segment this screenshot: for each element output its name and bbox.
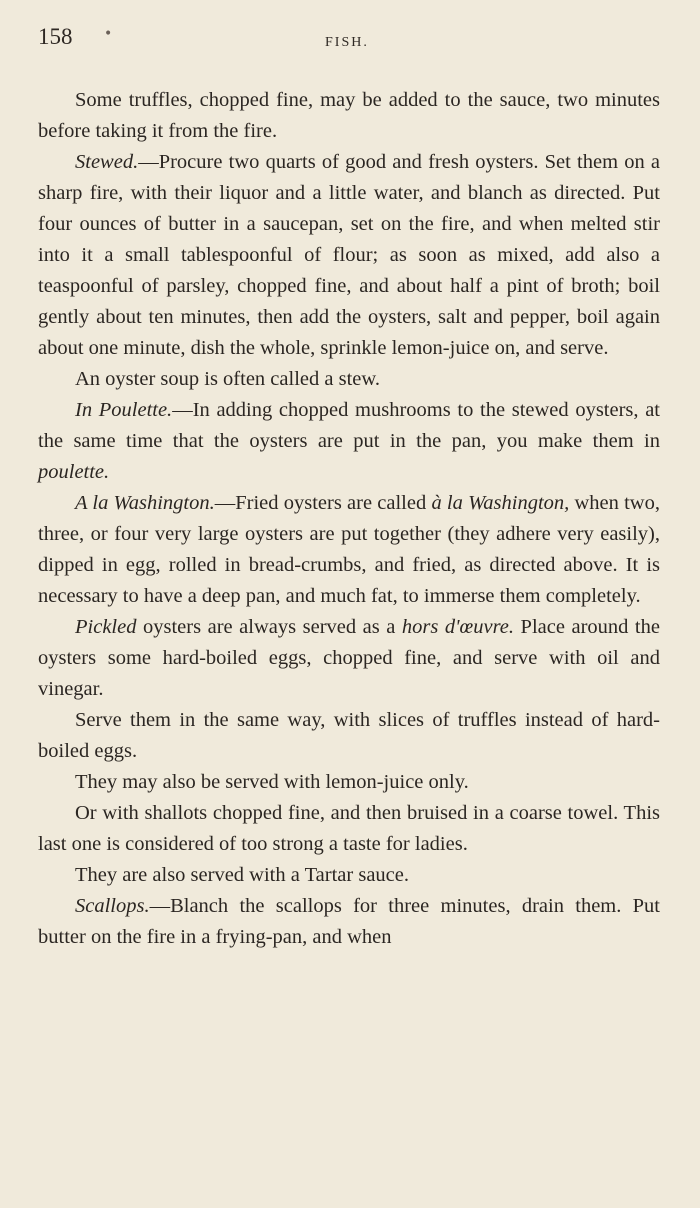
paragraph bbox=[38, 767, 660, 798]
paragraph-text: Serve them in the same way, with slices of truffles instead of hard-boiled eggs. bbox=[38, 709, 660, 762]
paragraph bbox=[38, 147, 660, 364]
paragraph-text: —Blanch the scallops for three minutes, drain them. Put butter on the fire in a frying-pan, and when bbox=[38, 895, 660, 948]
paragraph-text: They are also served with a Tartar sauce. bbox=[75, 864, 410, 886]
paragraph bbox=[38, 798, 660, 860]
page-header bbox=[38, 24, 660, 54]
paragraph bbox=[38, 395, 660, 488]
paragraph-text: —In adding chopped mushrooms to the stewed oysters, at the same time that the oysters are put in the pan, you make them in bbox=[38, 399, 660, 452]
paragraph-text: They may also be served with lemon-juice only. bbox=[75, 771, 469, 793]
paragraph-text: Or with shallots chopped fine, and then bruised in a coarse towel. This last one is considered of too strong a taste for ladies. bbox=[38, 802, 660, 855]
section-lead: Pickled bbox=[75, 616, 137, 638]
running-head: FISH. bbox=[325, 35, 369, 50]
paragraph-text: An oyster soup is often called a stew. bbox=[75, 368, 380, 390]
body-text bbox=[38, 85, 660, 953]
paragraph bbox=[38, 85, 660, 147]
paragraph-text: Some truffles, chopped fine, may be added to the sauce, two minutes before taking it from the fire. bbox=[38, 89, 660, 142]
paragraph bbox=[38, 860, 660, 891]
paragraph bbox=[38, 488, 660, 612]
paragraph-text: —Fried oysters are called bbox=[214, 492, 432, 514]
section-lead: Scallops. bbox=[75, 895, 150, 917]
italic-term: hors d'œuvre. bbox=[401, 616, 515, 638]
header-mark: • bbox=[104, 26, 113, 42]
paragraph bbox=[38, 364, 660, 395]
paragraph bbox=[38, 612, 660, 705]
paragraph-text: Place around the oysters some hard-boiled eggs, chopped fine, and serve with oil and vinegar. bbox=[38, 616, 660, 700]
section-lead: In Poulette. bbox=[75, 399, 173, 421]
paragraph-text: when two, three, or four very large oysters are put together (they adhere very easily), dipped in egg, rolled in bread-crumbs, and fried, as directed above. It is necessary to have a deep pan, and much fat, to immerse them completely. bbox=[38, 492, 660, 607]
page-number: 158 bbox=[38, 24, 73, 49]
italic-term: poulette. bbox=[38, 461, 110, 483]
paragraph bbox=[38, 891, 660, 953]
section-lead: A la Washington. bbox=[75, 492, 215, 514]
paragraph-text: oysters are always served as a bbox=[136, 616, 402, 638]
paragraph bbox=[38, 705, 660, 767]
section-lead: Stewed. bbox=[75, 151, 139, 173]
paragraph-text: —Procure two quarts of good and fresh oysters. Set them on a sharp fire, with their liquor and a little water, and blanch as directed. Put four ounces of butter in a saucepan, set on the fire, and when melted stir into it a small tablespoonful of flour; as soon as mixed, add also a teaspoonful of parsley, chopped fine, and about half a pint of broth; boil gently about ten minutes, then add the oysters, salt and pepper, boil again about one minute, dish the whole, sprinkle lemon-juice on, and serve. bbox=[38, 151, 660, 359]
italic-term: à la Washington, bbox=[431, 492, 570, 514]
